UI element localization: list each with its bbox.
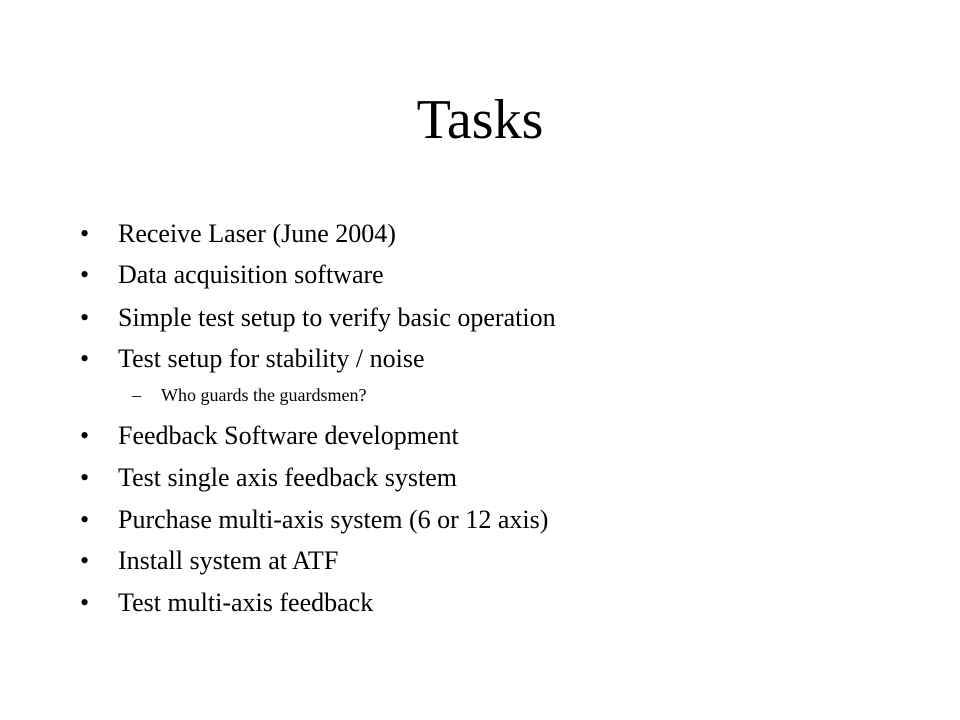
bullet-text: Purchase multi-axis system (6 or 12 axis) (118, 505, 549, 534)
bullet-text: Test single axis feedback system (118, 463, 457, 492)
dash-icon: – (132, 385, 141, 405)
bullet-text: Simple test setup to verify basic operation (118, 303, 556, 332)
bullet-text: Feedback Software development (118, 421, 459, 450)
bullet-icon: • (80, 588, 90, 617)
bullet-icon: • (80, 260, 90, 289)
bullet-icon: • (80, 421, 90, 450)
slide-title: Tasks (416, 89, 544, 151)
bullet-icon: • (80, 505, 90, 534)
bullet-text: Receive Laser (June 2004) (118, 219, 396, 248)
bullet-icon: • (80, 344, 90, 373)
bullet-text: Test setup for stability / noise (118, 344, 425, 373)
bullet-icon: • (80, 303, 90, 332)
bullet-icon: • (80, 463, 90, 492)
sub-bullet-text: Who guards the guardsmen? (161, 385, 367, 405)
bullet-text: Data acquisition software (118, 260, 384, 289)
bullet-icon: • (80, 219, 90, 248)
bullet-text: Install system at ATF (118, 546, 339, 575)
bullet-icon: • (80, 546, 90, 575)
bullet-text: Test multi-axis feedback (118, 588, 374, 617)
